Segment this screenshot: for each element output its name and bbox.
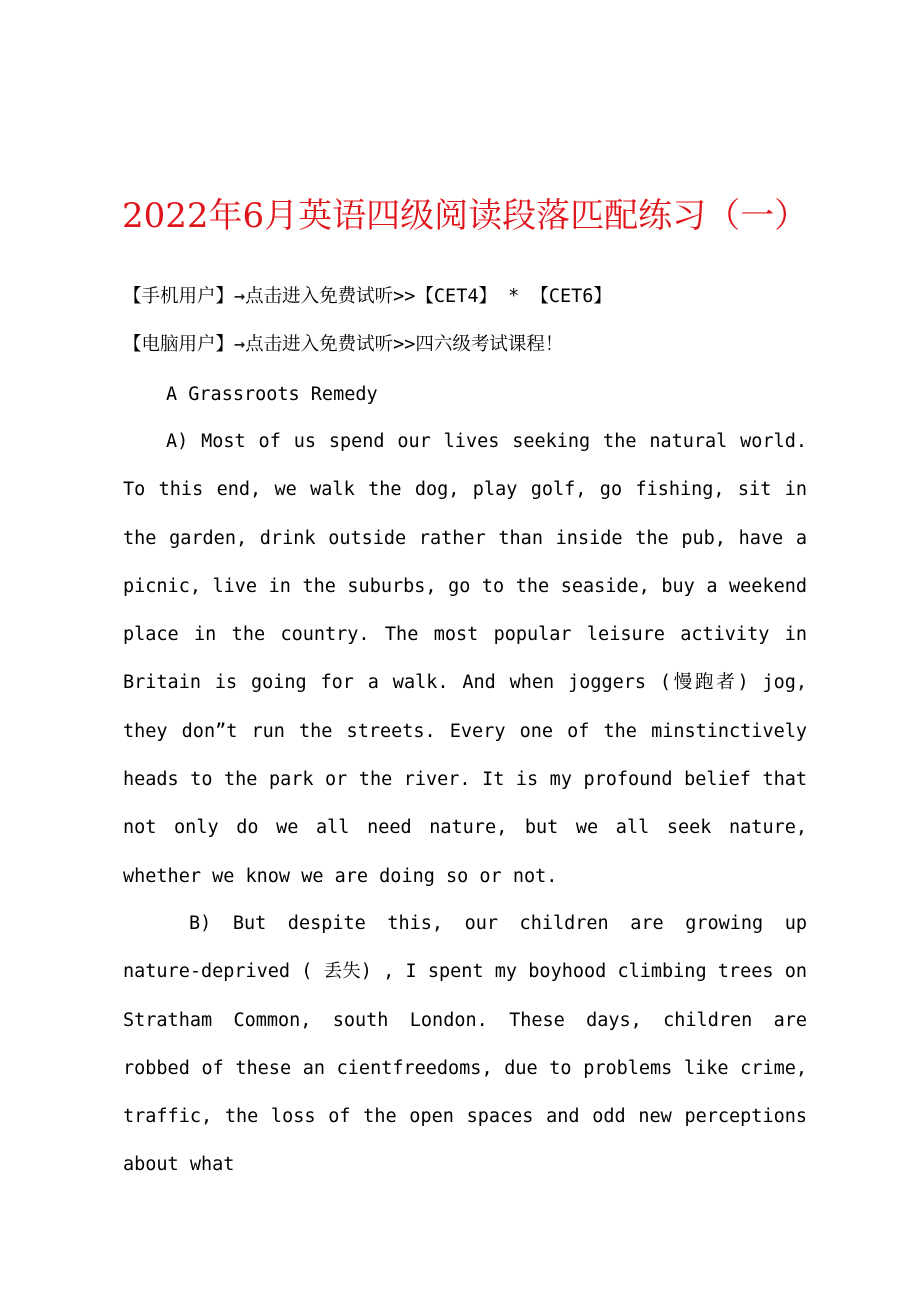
paragraph-a: A) Most of us spend our lives seeking the natural world. To this end, we walk the dog, play golf, go fishing, sit in the garden, drink outside rather than inside the pub, have a picnic, live in the suburbs, go to the seaside, buy a weekend place in the country. The most popular leisure activity in Britain is going for a walk. And when joggers (慢跑者) jog, they don”t run the streets. Every one of the minstinctively heads to the park or the river. It is my profound belief that not only do we all need nature, but we all seek nature, whether we know we are doing so or not. [123,431,807,887]
pc-users-link[interactable]: 【电脑用户】→点击进入免费试听>>四六级考试课程！ [123,334,564,355]
page-title: 2022年6月英语四级阅读段落匹配练习（一） [122,196,809,236]
mobile-users-link[interactable]: 【手机用户】→点击进入免费试听>>【CET4】 * 【CET6】 [123,286,612,307]
paragraph-b: B) But despite this, our children are growing up nature-deprived ( 丢失) , I spent my boyhood climbing trees on Stratham Common, south London. These days, children are robbed of these an cientfreedoms, due to problems like crime, traffic, the loss of the open spaces and odd new perceptions about what [123,913,807,1176]
passage-title: A Grassroots Remedy [166,384,378,405]
